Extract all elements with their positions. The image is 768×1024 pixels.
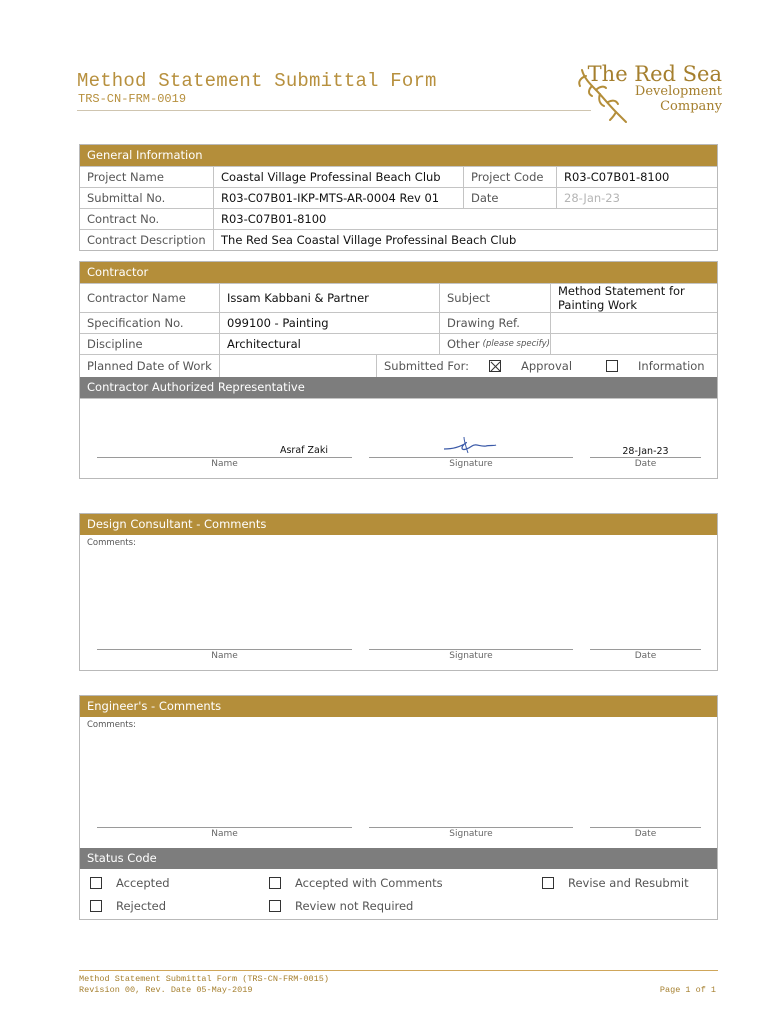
status-review-not-required[interactable]: [269, 899, 413, 913]
submitted-for-group: [376, 355, 717, 377]
logo-line-3: Company: [660, 99, 722, 114]
dc-name-caption: Name: [211, 651, 238, 661]
status-code-heading: Status Code: [80, 848, 717, 869]
other-hint: (please specify): [482, 339, 550, 349]
date-value[interactable]: 28-Jan-23: [556, 188, 717, 208]
dc-signature-caption: Signature: [449, 651, 493, 661]
eng-signature-caption: Signature: [449, 829, 493, 839]
status-accepted-with-comments[interactable]: [269, 876, 443, 890]
contractor-name-value[interactable]: Issam Kabbani & Partner: [219, 284, 439, 312]
planned-date-label: Planned Date of Work: [87, 359, 212, 373]
contractor-section: [79, 261, 718, 479]
signature-line: [369, 457, 573, 458]
footer-revision: Revision 00, Rev. Date 05-May-2019: [79, 985, 253, 995]
engineer-comments-area[interactable]: [80, 717, 717, 848]
design-comments-label: Comments:: [87, 538, 136, 548]
name-caption: Name: [211, 459, 238, 469]
revise-resubmit-checkbox[interactable]: [542, 877, 554, 889]
specification-no-value[interactable]: 099100 - Painting: [219, 313, 439, 333]
company-logo: [574, 62, 726, 124]
eng-date-caption: Date: [634, 829, 657, 839]
engineer-comments-label: Comments:: [87, 720, 136, 730]
signature-scribble: [442, 435, 498, 455]
representative-signature-area: [80, 398, 717, 478]
drawing-ref-label: Drawing Ref.: [439, 313, 550, 333]
other-label-cell: [439, 334, 550, 354]
form-title: Method Statement Submittal Form: [77, 70, 437, 92]
representative-heading: Contractor Authorized Representative: [80, 377, 717, 398]
contract-no-label: Contract No.: [87, 212, 160, 226]
status-row-1: [80, 871, 717, 894]
dc-name-line: [97, 649, 352, 650]
design-consultant-heading: Design Consultant - Comments: [80, 514, 717, 535]
submittal-no-label: Submittal No.: [87, 191, 166, 205]
name-line: [97, 457, 352, 458]
project-name-value[interactable]: Coastal Village Professinal Beach Club: [213, 167, 463, 187]
signature-caption: Signature: [449, 459, 493, 469]
information-checkbox[interactable]: [606, 360, 618, 372]
logo-line-1: The Red Sea: [587, 62, 722, 86]
review-not-required-checkbox[interactable]: [269, 900, 281, 912]
information-label: Information: [638, 359, 705, 373]
status-rejected[interactable]: [90, 899, 166, 913]
date-line: [590, 457, 701, 458]
specification-no-label: Specification No.: [87, 316, 184, 330]
engineer-heading: Engineer's - Comments: [80, 696, 717, 717]
submittal-no-value[interactable]: R03-C07B01-IKP-MTS-AR-0004 Rev 01: [213, 188, 463, 208]
representative-name[interactable]: Asraf Zaki: [279, 445, 328, 456]
accepted-with-comments-label: Accepted with Comments: [295, 876, 443, 890]
logo-line-2: Development: [634, 84, 722, 99]
general-information-section: [79, 144, 718, 251]
eng-signature-line: [369, 827, 573, 828]
status-revise-resubmit[interactable]: [542, 876, 689, 890]
form-code: TRS-CN-FRM-0019: [78, 92, 187, 106]
eng-date-line: [590, 827, 701, 828]
project-name-label: Project Name: [87, 170, 164, 184]
planned-date-value[interactable]: [219, 355, 376, 377]
footer-divider: [79, 970, 718, 971]
other-label: Other: [447, 337, 480, 351]
representative-date[interactable]: 28-Jan-23: [622, 446, 669, 457]
status-accepted[interactable]: [90, 876, 170, 890]
revise-resubmit-label: Revise and Resubmit: [568, 876, 689, 890]
submitted-for-label: Submitted For:: [384, 359, 469, 373]
accepted-label: Accepted: [116, 876, 170, 890]
general-information-heading: General Information: [80, 145, 717, 166]
engineer-section: [79, 695, 718, 920]
subject-label: Subject: [439, 284, 550, 312]
date-label: Date: [463, 188, 556, 208]
drawing-ref-value[interactable]: [550, 313, 717, 333]
accepted-with-comments-checkbox[interactable]: [269, 877, 281, 889]
project-code-label: Project Code: [463, 167, 556, 187]
design-consultant-section: [79, 513, 718, 671]
dc-date-caption: Date: [634, 651, 657, 661]
contract-description-label: Contract Description: [87, 233, 206, 247]
discipline-value[interactable]: Architectural: [219, 334, 439, 354]
contract-description-value[interactable]: The Red Sea Coastal Village Professinal Beach Club: [213, 230, 717, 250]
discipline-label: Discipline: [87, 337, 143, 351]
rejected-checkbox[interactable]: [90, 900, 102, 912]
rejected-label: Rejected: [116, 899, 167, 913]
contract-no-value[interactable]: R03-C07B01-8100: [213, 209, 717, 229]
approval-label: Approval: [520, 359, 573, 373]
eng-name-caption: Name: [211, 829, 238, 839]
accepted-checkbox[interactable]: [90, 877, 102, 889]
header-divider: [77, 110, 591, 111]
design-consultant-comments-area[interactable]: [80, 535, 717, 671]
footer-page-number: Page 1 of 1: [659, 985, 716, 995]
other-value[interactable]: [550, 334, 717, 354]
contractor-name-label: Contractor Name: [87, 291, 186, 305]
footer-form-name: Method Statement Submittal Form (TRS-CN-FRM-0015): [79, 974, 329, 984]
date-caption: Date: [634, 459, 657, 469]
dc-signature-line: [369, 649, 573, 650]
contractor-heading: Contractor: [80, 262, 717, 283]
eng-name-line: [97, 827, 352, 828]
dc-date-line: [590, 649, 701, 650]
project-code-value[interactable]: R03-C07B01-8100: [556, 167, 717, 187]
subject-value[interactable]: Method Statement for Painting Work: [550, 284, 717, 312]
status-row-2: [80, 894, 717, 919]
approval-checkbox[interactable]: [489, 360, 501, 372]
review-not-required-label: Review not Required: [295, 899, 414, 913]
